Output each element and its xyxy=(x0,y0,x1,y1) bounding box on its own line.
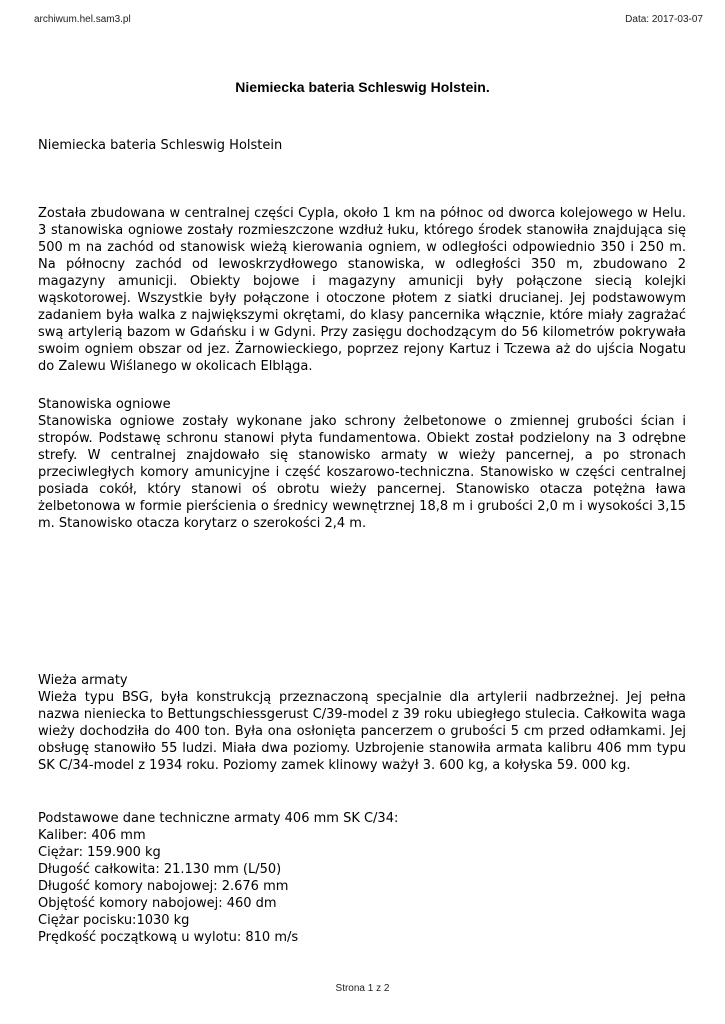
firing-positions-paragraph: Stanowiska ogniowe zostały wykonane jako schrony żelbetonowe o zmiennej grubości ścian i stropów. Podstawę schronu stanowi płyta fundamentowa. Obiekt został podzielony na 3 odrębne strefy. W centralnej znajdowało się stanowisko armaty w wieży pancernej, a po stronach przeciwległych komory amunicyjne i część koszarowo-techniczna. Stanowisko w części centralnej posiada cokół, który stanowi oś obrotu wieży pancernej. Stanowisko otacza potężna ława żelbetonowa w formie pierścienia o średnicy wewnętrznej 18,8 m i grubości 2,0 m i wysokości 3,15 m. Stanowisko otacza korytarz o szerokości 2,4 m. xyxy=(38,414,686,531)
section-heading-turret: Wieża armaty xyxy=(38,673,128,688)
article-subtitle: Niemiecka bateria Schleswig Holstein xyxy=(38,138,283,153)
spec-item-chamber-length: Długość komory nabojowej: 2.676 mm xyxy=(38,879,289,894)
source-site: archiwum.hel.sam3.pl xyxy=(34,14,131,25)
spec-item-total-length: Długość całkowita: 21.130 mm (L/50) xyxy=(38,862,282,877)
spec-item-caliber: Kaliber: 406 mm xyxy=(38,828,146,843)
spec-item-muzzle-velocity: Prędkość początkową u wylotu: 810 m/s xyxy=(38,930,299,945)
page-title: Niemiecka bateria Schleswig Holstein. xyxy=(235,79,490,95)
turret-paragraph: Wieża typu BSG, była konstrukcją przeznaczoną specjalnie dla artylerii nadbrzeżnej. Jej pełna nazwa nieniecka to Bettungschiessgerust C/39-model z 39 roku ubiegłego stulecia. Całkowita waga wieży dochodziła do 400 ton. Była ona osłonięta pancerzem o grubości 5 cm przed odłamkami. Jej obsługę stanowiło 55 ludzi. Miała dwa poziomy. Uzbrojenie stanowiła armata kalibru 406 mm typu SK C/34-model z 1934 roku. Poziomy zamek klinowy ważył 3. 600 kg, a kołyska 59. 000 kg. xyxy=(38,690,686,773)
technical-specs xyxy=(38,810,686,946)
document-date: Data: 2017-03-07 xyxy=(625,14,703,25)
spec-item-projectile-weight: Ciężar pocisku:1030 kg xyxy=(38,913,190,928)
spec-item-chamber-volume: Objętość komory nabojowej: 460 dm xyxy=(38,896,277,911)
specs-heading: Podstawowe dane techniczne armaty 406 mm SK C/34: xyxy=(38,811,399,826)
section-heading-firing-positions: Stanowiska ogniowe xyxy=(38,397,171,412)
page-number: Strona 1 z 2 xyxy=(335,983,390,994)
spec-item-weight: Ciężar: 159.900 kg xyxy=(38,845,161,860)
intro-paragraph: Została zbudowana w centralnej części Cypla, około 1 km na północ od dworca kolejowego w Helu. 3 stanowiska ogniowe zostały rozmieszczone wzdłuż łuku, którego środek stanowiła znajdująca się 500 m na zachód od stanowisk wieżą kierowania ogniem, w odległości odpowiednio 350 i 250 m. Na północny zachód od lewoskrzydłowego stanowiska, w odległości 350 m, zbudowano 2 magazyny amunicji. Obiekty bojowe i magazyny amunicji były połączone siecią kolejki wąskotorowej. Wszystkie były połączone i otoczone płotem z siatki drucianej. Jej podstawowym zadaniem była walka z największymi okrętami, do klasy pancernika włącznie, które miały zagrażać swą artylerią bazom w Gdańsku i w Gdyni. Przy zasięgu dochodzącym do 56 kilometrów pokrywała swoim ogniem obszar od jez. Żarnowieckiego, poprzez rejony Kartuz i Tczewa aż do ujścia Nogatu do Zalewu Wiślanego w okolicach Elbląga. xyxy=(38,206,686,374)
